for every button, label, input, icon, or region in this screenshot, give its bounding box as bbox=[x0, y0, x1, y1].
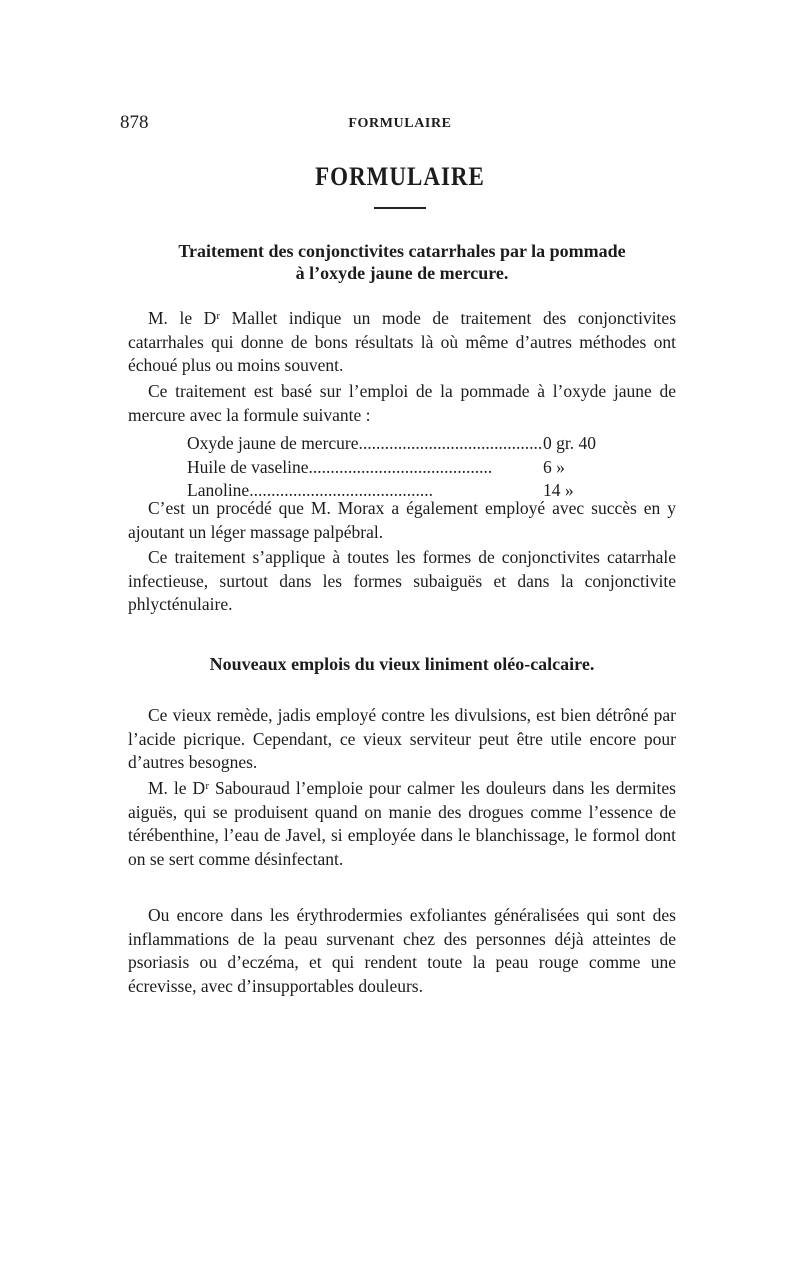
ingredient-name: Lanoline.......................................... bbox=[187, 480, 433, 500]
formula-table bbox=[187, 432, 633, 503]
paragraph: M. le Dʳ Mallet indique un mode de traitement des conjonctivites catarrhales qui donne de bons résultats là où même d’autres méthodes ont échoué plus ou moins souvent. bbox=[128, 308, 676, 375]
ingredient-quantity: 0 gr. 40 bbox=[543, 433, 596, 453]
paragraph: M. le Dʳ Sabouraud l’emploie pour calmer les douleurs dans les dermites aiguës, qui se produisent quand on manie des drogues comme l’essence de térébenthine, l’eau de Javel, si employée dans le blanchissage, le formol dont on se sert comme désinfectant. bbox=[128, 778, 676, 869]
section-title-line-1: Traitement des conjonctivites catarrhales par la pommade bbox=[178, 241, 626, 261]
section-title-liniment: Nouveaux emplois du vieux liniment oléo-calcaire. bbox=[209, 654, 595, 674]
ingredient-name: Huile de vaseline.......................................... bbox=[187, 456, 493, 477]
ingredient-name: Oxyde jaune de mercure.......................................... bbox=[187, 433, 543, 453]
section-title-line-2: à l’oxyde jaune de mercure. bbox=[295, 263, 509, 283]
paragraph: Ce traitement est basé sur l’emploi de la pommade à l’oxyde jaune de mercure avec la formule suivante : bbox=[128, 381, 676, 425]
paragraph: Ou encore dans les érythrodermies exfoliantes généralisées qui sont des inflammations de la peau survenant chez des personnes déjà atteintes de psoriasis ou d’eczéma, et qui rendent toute la peau rouge comme une écrevisse, avec d’insupportables douleurs. bbox=[128, 905, 676, 996]
page-number: 878 bbox=[120, 112, 149, 133]
ingredient-quantity: 6 » bbox=[543, 456, 565, 477]
paragraph: Ce traitement s’applique à toutes les formes de conjonctivites catarrhale infectieuse, surtout dans les formes subaiguës et dans la conjonctivite phlycténulaire. bbox=[128, 547, 676, 614]
ingredient-quantity: 14 » bbox=[543, 480, 574, 500]
paragraph: Ce vieux remède, jadis employé contre les divulsions, est bien détrôné par l’acide picrique. Cependant, ce vieux serviteur peut être utile encore pour d’autres besognes. bbox=[128, 705, 676, 772]
paragraph: C’est un procédé que M. Morax a également employé avec succès en y ajoutant un léger massage palpébral. bbox=[128, 498, 676, 542]
formula-row bbox=[187, 456, 633, 480]
title-rule bbox=[374, 207, 426, 209]
section-title-conjonctivites bbox=[128, 240, 676, 284]
main-title: FORMULAIRE bbox=[315, 162, 485, 191]
running-title: FORMULAIRE bbox=[348, 116, 452, 131]
formula-row bbox=[187, 432, 633, 456]
